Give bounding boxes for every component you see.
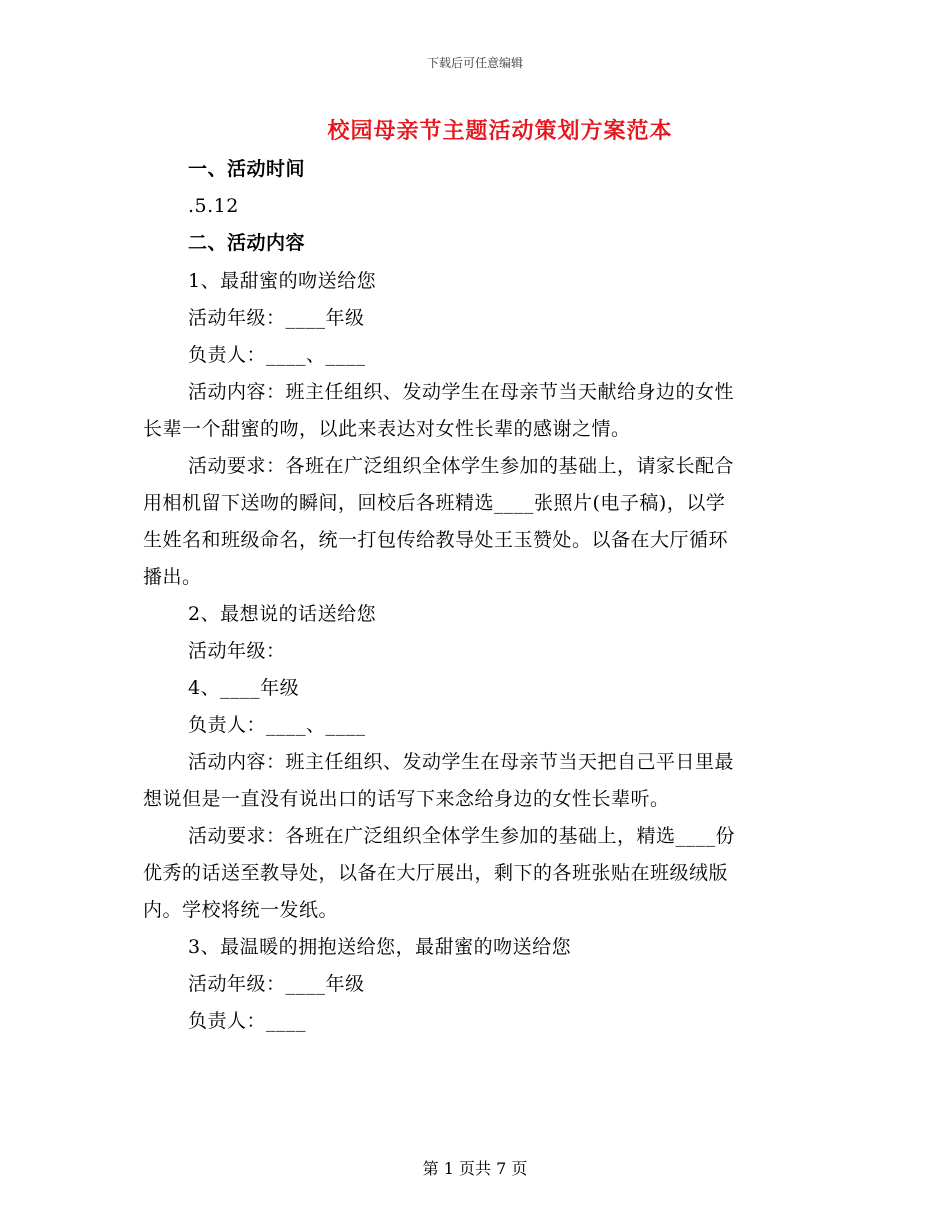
- paragraph-line: 优秀的话送至教导处，以备在大厅展出，剩下的各班张贴在班级绒版: [143, 862, 729, 884]
- paragraph-line: 用相机留下送吻的瞬间，回校后各班精选____张照片(电子稿)，以学: [143, 492, 726, 514]
- page-footer-number: 第 1 页共 7 页: [422, 1159, 528, 1178]
- paragraph-line: 生姓名和班级命名，统一打包传给教导处王玉赞处。以备在大厅循环: [143, 529, 729, 551]
- paragraph-line: 4、____年级: [188, 677, 300, 699]
- paragraph-line: 活动内容：班主任组织、发动学生在母亲节当天献给身边的女性: [188, 381, 735, 403]
- section-heading-content: 二、活动内容: [188, 232, 306, 254]
- paragraph-line: 想说但是一直没有说出口的话写下来念给身边的女性长辈听。: [143, 788, 670, 810]
- paragraph-line: 活动要求：各班在广泛组织全体学生参加的基础上，请家长配合: [188, 455, 735, 477]
- paragraph-line: .5.12: [188, 195, 239, 217]
- page-header-note: 下载后可任意编辑: [426, 56, 523, 70]
- paragraph-line: 活动年级：: [188, 640, 286, 662]
- subsection-heading-3: 3、最温暖的拥抱送给您，最甜蜜的吻送给您: [188, 936, 572, 958]
- paragraph-line: 长辈一个甜蜜的吻，以此来表达对女性长辈的感谢之情。: [143, 418, 631, 440]
- document-title: 校园母亲节主题活动策划方案范本: [327, 118, 673, 144]
- paragraph-line: 活动内容：班主任组织、发动学生在母亲节当天把自己平日里最: [188, 751, 735, 773]
- paragraph-line: 活动要求：各班在广泛组织全体学生参加的基础上，精选____份: [188, 825, 736, 847]
- subsection-heading-2: 2、最想说的话送给您: [188, 603, 377, 625]
- paragraph-line: 播出。: [143, 566, 202, 588]
- paragraph-line: 负责人：____、____: [188, 344, 366, 366]
- paragraph-line: 负责人：____: [188, 1010, 307, 1032]
- subsection-heading-1: 1、最甜蜜的吻送给您: [188, 270, 377, 292]
- paragraph-line: 内。学校将统一发纸。: [143, 899, 339, 921]
- paragraph-line: 活动年级：____年级: [188, 973, 365, 995]
- paragraph-line: 活动年级：____年级: [188, 307, 365, 329]
- paragraph-line: 负责人：____、____: [188, 714, 366, 736]
- section-heading-time: 一、活动时间: [188, 158, 306, 180]
